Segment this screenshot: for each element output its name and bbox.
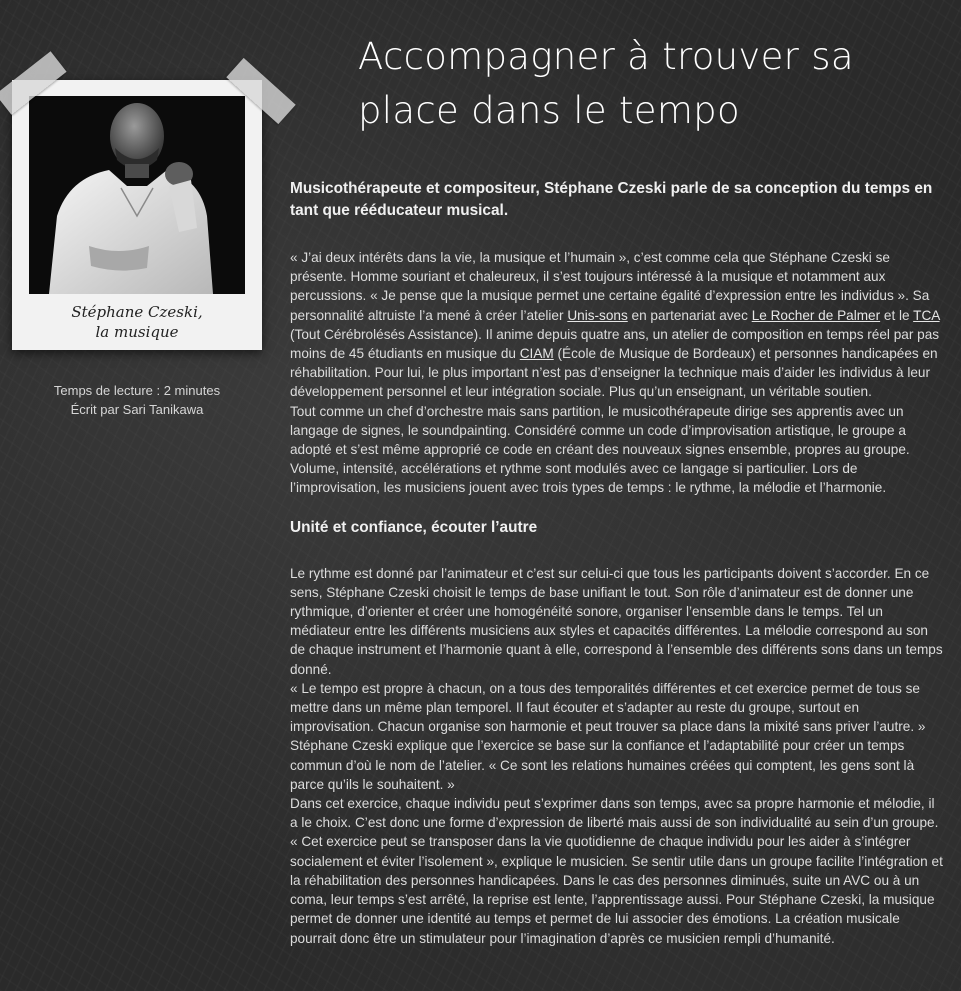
- caption-line-1: Stéphane Czeski,: [71, 303, 203, 321]
- section-subheading: Unité et confiance, écouter l’autre: [290, 518, 538, 536]
- p1-text-a: « J’ai deux intérêts dans la vie, la musique et l’humain », c’est comme cela que Stéphane Czeski se présente. Homme souriant et chaleureux, il s’est toujours intéressé à la musique et notamment aux percussions. « Je pense que la musique permet une certaine égalité d’expression entre les individus ». Sa personnalité altruiste l’a mené à créer l’atelier: [290, 250, 930, 323]
- portrait-illustration: [29, 96, 245, 294]
- paragraph-3: Le rythme est donné par l’animateur et c’est sur celui-ci que tous les participants doivent s’accorder. En ce sens, Stéphane Czeski choisit le temps de base unifiant le tout. Son rôle d’animateur est de donner une rythmique, d’orienter et créer une homogénéité sonore, organiser l’ensemble dans le temps. Tel un médiateur entre les différents musiciens aux styles et capacités différentes. La mélodie correspond au son de chaque instrument et l’harmonie quant à elle, correspond à l’ensemble des différents sons dans un temps donné.: [290, 565, 943, 677]
- paragraph-4: « Le tempo est propre à chacun, on a tous des temporalités différentes et cet exercice permet de tous se mettre dans un même plan temporel. Il faut écouter et s’adapter au reste du groupe, surtout en improvisation. Chacun organise son harmonie et peut trouver sa place dans la mixité sans priver l’autre. » Stéphane Czeski explique que l’exercice se base sur la confiance et l’adaptabilité pour créer un temps commun d’où le nom de l’atelier. « Ce sont les relations humaines créées qui comptent, les gens sont là parce qu’ils le souhaitent. »: [290, 680, 926, 792]
- link-unis-sons[interactable]: Unis-sons: [567, 307, 628, 323]
- author-byline: Écrit par Sari Tanikawa: [70, 402, 204, 417]
- article-title: Accompagner à trouver sa place dans le tempo: [358, 35, 854, 132]
- polaroid-photo: [12, 80, 262, 350]
- link-ciam[interactable]: CIAM: [519, 346, 554, 362]
- p1-text-d: (Tout Cérébrolésés Assistance). Il anime depuis quatre ans, un atelier de composition en temps réel par pas moins de 45 étudiants en musique du: [290, 326, 940, 362]
- photo-caption: [12, 294, 262, 350]
- article-lead: Musicothérapeute et compositeur, Stéphane Czeski parle de sa conception du temps en tant que rééducateur musical.: [290, 180, 933, 219]
- link-rocher-de-palmer[interactable]: Le Rocher de Palmer: [751, 307, 881, 323]
- article-body: [290, 178, 945, 948]
- p1-text-e: (École de Musique de Bordeaux) et personnes handicapées en réhabilitation. Pour lui, le plus important n’est pas d’enseigner la technique mais d’aider les individus à leur développement personnel et leur intégration sociale. Plus qu’un enseignant, un véritable soutien.: [290, 346, 938, 400]
- p1-text-c: et le: [880, 307, 914, 323]
- portrait-photo: [29, 96, 245, 294]
- link-tca[interactable]: TCA: [913, 307, 940, 323]
- paragraph-1: [290, 248, 945, 402]
- article-meta: [12, 381, 262, 419]
- paragraph-2: Tout comme un chef d’orchestre mais sans partition, le musicothérapeute dirige ses apprentis avec un langage de signes, le soundpainting. Considéré comme un code d’improvisation artistique, le groupe a adopté et s’est même approprié ce code en créant des nouveaux signes ensemble, propres au groupe. Volume, intensité, accélérations et rythme sont modulés avec ce langage si particulier. Lors de l’improvisation, les musiciens jouent avec trois types de temps : le rythme, la mélodie et l’harmonie.: [290, 403, 910, 496]
- p1-text-b: en partenariat avec: [627, 307, 752, 323]
- caption-line-2: la musique: [95, 323, 179, 341]
- reading-time: Temps de lecture : 2 minutes: [53, 383, 221, 398]
- paragraph-5: Dans cet exercice, chaque individu peut s’exprimer dans son temps, avec sa propre harmonie et mélodie, il a le choix. C’est donc une forme d’expression de liberté mais aussi de son individualité au sein d’un groupe. « Cet exercice peut se transposer dans la vie quotidienne de chaque individu pour les aider à s’intégrer socialement et éviter l’isolement », explique le musicien. Se sentir utile dans un groupe facilite l’intégration et la réhabilitation des personnes handicapées. Dans le cas des personnes diminués, suite un AVC ou à un coma, leur temps s’est arrêté, la reprise est lente, l’apprentissage aussi. Pour Stéphane Czeski, la musique permet de donner une identité au temps et permet de lui associer des émotions. La création musicale pourrait donc être un stimulateur pour l’imagination d’après ce musicien rempli d’humanité.: [290, 796, 943, 946]
